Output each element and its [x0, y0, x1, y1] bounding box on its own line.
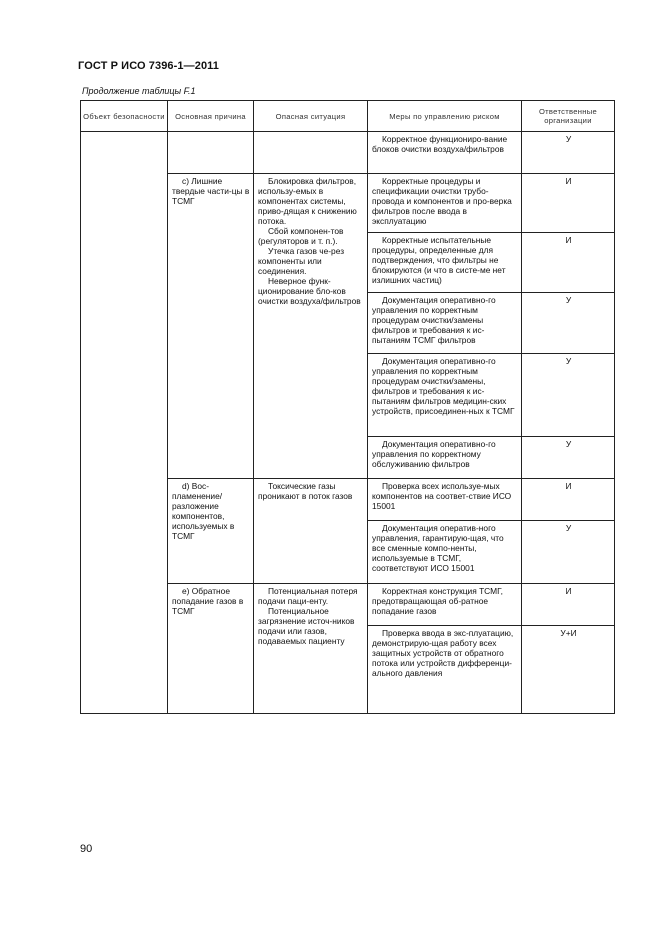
measure-cell: Корректное функциониро-вание блоков очистки воздуха/фильтров — [368, 132, 522, 174]
measure-cell: Документация оперативно-го управления по корректному обслуживанию фильтров — [368, 437, 522, 479]
hazard-cell-d — [254, 479, 368, 584]
table-header-row — [81, 101, 615, 132]
hazard-text: Токсические газы проникают в поток газов — [258, 481, 353, 501]
hazard-text: Блокировка фильтров, использу-емых в компонентах системы, приво-дящая к снижению потока. — [258, 176, 357, 226]
hazard-cell-c — [254, 174, 368, 479]
measure-cell: Документация оператив-ного управления, гарантирую-щая, что все сменные компо-ненты, используемые в ТСМГ, соответствуют ИСО 15001 — [368, 521, 522, 584]
table-caption: Продолжение таблицы F.1 — [82, 86, 196, 96]
org-cell: И — [522, 233, 615, 293]
object-cell — [81, 132, 168, 714]
org-cell: У — [522, 293, 615, 354]
col-header-object: Объект безопасности — [81, 101, 168, 132]
hazard-text: Сбой компонен-тов (регуляторов и т. п.). — [258, 226, 344, 246]
org-cell: И — [522, 584, 615, 626]
hazard-text: Утечка газов че-рез компоненты или соединения. — [258, 246, 345, 276]
hazard-cell-e — [254, 584, 368, 714]
hazard-text: Потенциальное загрязнение источ-ников подачи или газов, подаваемых пациенту — [258, 606, 355, 646]
cause-cell-e: е) Обратное попадание газов в ТСМГ — [168, 584, 254, 714]
measure-cell: Проверка всех используе-мых компонентов на соответ-ствие ИСО 15001 — [368, 479, 522, 521]
org-cell: У+И — [522, 626, 615, 714]
cause-cell-empty — [168, 132, 254, 174]
cause-cell-d: d) Вос-пламенение/разложение компонентов, используемых в ТСМГ — [168, 479, 254, 584]
col-header-cause: Основная причина — [168, 101, 254, 132]
measure-cell: Документация оперативно-го управления по корректным процедурам очистки/замены фильтров и требования к ис-пытаниям ТСМГ фильтров — [368, 293, 522, 354]
measure-cell: Проверка ввода в экс-плуатацию, демонстрирую-щая работу всех защитных устройств от обратного потока или устройств дифференци-ального давления — [368, 626, 522, 714]
org-cell: У — [522, 132, 615, 174]
col-header-organizations: Ответственные организации — [522, 101, 615, 132]
hazard-text: Неверное функ-ционирование бло-ков очистки воздуха/фильтров — [258, 276, 361, 306]
page-number: 90 — [80, 843, 93, 855]
org-cell: У — [522, 521, 615, 584]
measure-cell: Корректная конструкция ТСМГ, предотвращающая об-ратное попадание газов — [368, 584, 522, 626]
table-row — [81, 132, 615, 174]
org-cell: У — [522, 354, 615, 437]
hazard-text: Потенциальная потеря подачи паци-енту. — [258, 586, 358, 606]
measure-cell: Корректные процедуры и спецификации очистки трубо-провода и компонентов и про-верка фильтров после ввода в эксплуатацию — [368, 174, 522, 233]
col-header-measures: Меры по управлению риском — [368, 101, 522, 132]
org-cell: И — [522, 479, 615, 521]
measure-cell: Документация оперативно-го управления по корректным процедурам очистки/замены, фильтров и требования к ис-пытаниям фильтров медицин-ских устройств, присоединен-ных к ТСМГ — [368, 354, 522, 437]
hazard-cell-empty — [254, 132, 368, 174]
risk-table — [80, 100, 615, 714]
document-title: ГОСТ Р ИСО 7396-1—2011 — [78, 60, 219, 72]
cause-cell-c: с) Лишние твердые части-цы в ТСМГ — [168, 174, 254, 479]
org-cell: И — [522, 174, 615, 233]
col-header-hazard: Опасная ситуация — [254, 101, 368, 132]
measure-cell: Корректные испытательные процедуры, определенные для подтверждения, что фильтры не блокируются (и что в систе-ме нет излишних частиц) — [368, 233, 522, 293]
org-cell: У — [522, 437, 615, 479]
